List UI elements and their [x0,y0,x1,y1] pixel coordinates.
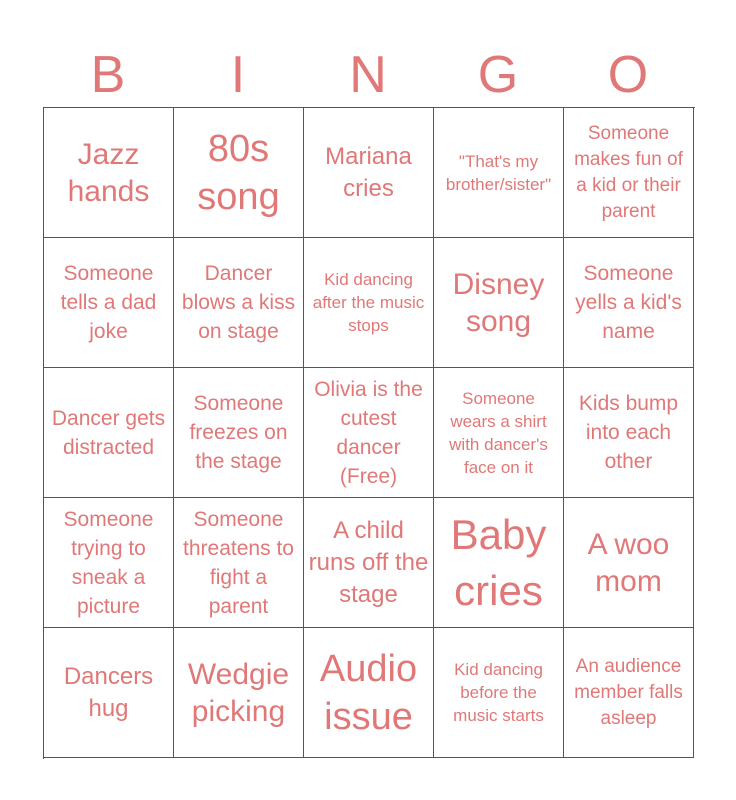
bingo-card [43,107,695,759]
bingo-cell[interactable]: An audience member falls asleep [564,628,694,758]
bingo-cell[interactable]: A child runs off the stage [304,498,434,628]
bingo-cell[interactable]: Kid dancing before the music starts [434,628,564,758]
bingo-cell[interactable]: Kid dancing after the music stops [304,238,434,368]
bingo-cell[interactable]: Jazz hands [44,108,174,238]
bingo-cell[interactable]: Audio issue [304,628,434,758]
bingo-cell[interactable]: 80s song [174,108,304,238]
bingo-cell[interactable]: Someone trying to sneak a picture [44,498,174,628]
bingo-header [43,42,693,108]
bingo-cell[interactable]: Mariana cries [304,108,434,238]
bingo-cell[interactable]: Disney song [434,238,564,368]
bingo-cell[interactable]: A woo mom [564,498,694,628]
header-letter-i: I [230,46,246,104]
bingo-cell[interactable]: Someone yells a kid's name [564,238,694,368]
bingo-cell[interactable]: Wedgie picking [174,628,304,758]
bingo-cell[interactable]: Olivia is the cutest dancer (Free) [304,368,434,498]
bingo-cell[interactable]: Baby cries [434,498,564,628]
bingo-cell[interactable]: Dancers hug [44,628,174,758]
bingo-cell[interactable]: Someone tells a dad joke [44,238,174,368]
header-letter-g: G [477,46,519,104]
header-letter-n: N [349,46,387,104]
bingo-cell[interactable]: Someone wears a shirt with dancer's face on it [434,368,564,498]
bingo-cell[interactable]: Someone freezes on the stage [174,368,304,498]
header-letter-o: O [607,46,649,104]
bingo-cell[interactable]: Dancer blows a kiss on stage [174,238,304,368]
bingo-cell[interactable]: "That's my brother/sister" [434,108,564,238]
header-letter-b: B [90,46,126,104]
bingo-cell[interactable]: Dancer gets distracted [44,368,174,498]
bingo-cell[interactable]: Someone threatens to fight a parent [174,498,304,628]
bingo-cell[interactable]: Kids bump into each other [564,368,694,498]
bingo-cell[interactable]: Someone makes fun of a kid or their parent [564,108,694,238]
